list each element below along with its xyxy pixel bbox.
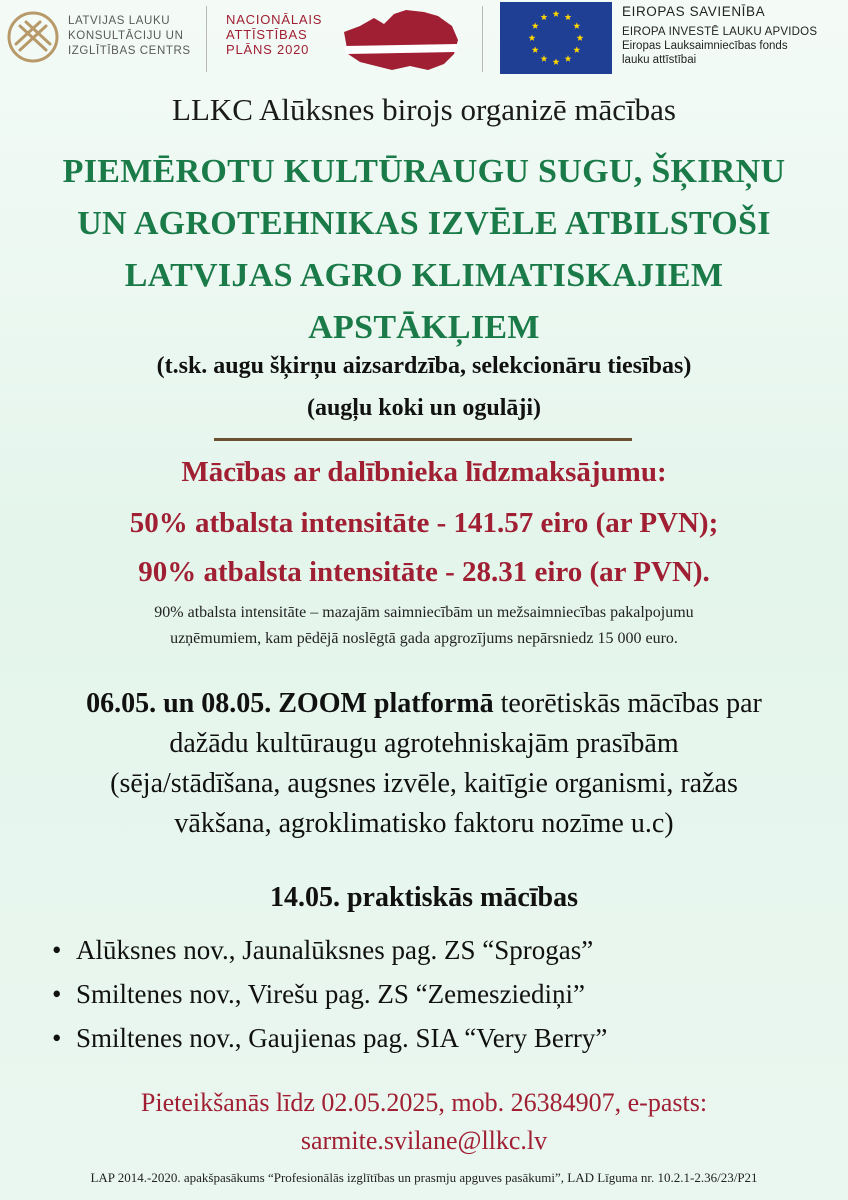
- eu-fund-line: Eiropas Lauksaimniecības fonds: [622, 40, 788, 52]
- title-line: LATVIJAS AGRO KLIMATISKAJIEM: [124, 257, 724, 294]
- registration-line: Pieteikšanās līdz 02.05.2025, mob. 26384907, e-pasts:: [140, 1088, 708, 1117]
- nap-name: NACIONĀLAIS ATTĪSTĪBAS PLĀNS 2020: [226, 12, 323, 57]
- bullet-icon: •: [52, 979, 62, 1009]
- practical-heading: 14.05. praktiskās mācības: [269, 882, 579, 913]
- title-line: APSTĀKĻIEM: [308, 309, 540, 346]
- zoom-dates: 06.05. un 08.05. ZOOM platformā: [86, 688, 494, 719]
- list-item: • Smiltenes nov., Gaujienas pag. SIA “Very Berry”: [52, 1016, 812, 1060]
- eu-text: [622, 4, 846, 67]
- title-line: UN AGROTEHNIKAS IZVĒLE ATBILSTOŠI: [77, 205, 771, 242]
- zoom-line: vākšana, agroklimatisko faktoru nozīme u.c): [174, 808, 674, 839]
- subtitle-topics: (t.sk. augu šķirņu aizsardzība, selekcionāru tiesības): [156, 353, 692, 379]
- divider: [482, 6, 483, 72]
- latvia-map-icon: [340, 4, 462, 78]
- eu-fund-line: lauku attīstībai: [622, 54, 697, 66]
- zoom-sessions: [0, 684, 848, 844]
- list-item: • Alūksnes nov., Jaunalūksnes pag. ZS “Sprogas”: [52, 928, 812, 972]
- llkc-name: LATVIJAS LAUKU KONSULTĀCIJU UN IZGLĪTĪBAS CENTRS: [68, 15, 191, 57]
- footer-note: LAP 2014.-2020. apakšpasākums “Profesionālās izglītības un prasmju apguves pasākumi”, LAD Līguma nr. 10.2.1-2.36/23/P21: [90, 1170, 758, 1185]
- bullet-icon: •: [52, 935, 62, 965]
- header-logos: [0, 0, 848, 84]
- zoom-line: (sēja/stādīšana, augsnes izvēle, kaitīgie organismi, ražas: [110, 768, 738, 799]
- fee-note: 90% atbalsta intensitāte – mazajām saimniecībām un mežsaimniecības pakalpojumu uzņēmumiem, kam pēdējā noslēgtā gada apgrozījums nepārsniedz 15 000 euro.: [154, 604, 694, 647]
- fee-line-50: 50% atbalsta intensitāte - 141.57 eiro (ar PVN);: [129, 507, 719, 539]
- practical-locations: [52, 928, 812, 1060]
- subtitle-crops: (augļu koki un ogulāji): [306, 395, 542, 421]
- divider: [206, 6, 207, 72]
- zoom-line: dažādu kultūraugu agrotehniskajām prasībām: [169, 728, 679, 759]
- course-title: [0, 146, 848, 354]
- email-link[interactable]: sarmite.svilane@llkc.lv: [300, 1126, 548, 1155]
- eu-flag-icon: [500, 2, 612, 74]
- fee-heading: Mācības ar dalībnieka līdzmaksājumu:: [181, 456, 667, 488]
- separator-line: [214, 438, 632, 441]
- eu-title: EIROPAS SAVIENĪBA: [622, 4, 766, 19]
- eu-slogan: EIROPA INVESTĒ LAUKU APVIDOS: [622, 26, 818, 38]
- fee-line-90: 90% atbalsta intensitāte - 28.31 eiro (ar PVN).: [138, 556, 710, 588]
- registration-info: [0, 1084, 848, 1160]
- title-line: PIEMĒROTU KULTŪRAUGU SUGU, ŠĶIRŅU: [62, 153, 786, 190]
- llkc-logo-icon: [6, 10, 60, 64]
- bullet-icon: •: [52, 1023, 62, 1053]
- list-item: • Smiltenes nov., Virešu pag. ZS “Zemesziediņi”: [52, 972, 812, 1016]
- zoom-line: 06.05. un 08.05. ZOOM platformā teorētiskās mācības par: [86, 688, 762, 719]
- intro-line: LLKC Alūksnes birojs organizē mācības: [172, 92, 676, 127]
